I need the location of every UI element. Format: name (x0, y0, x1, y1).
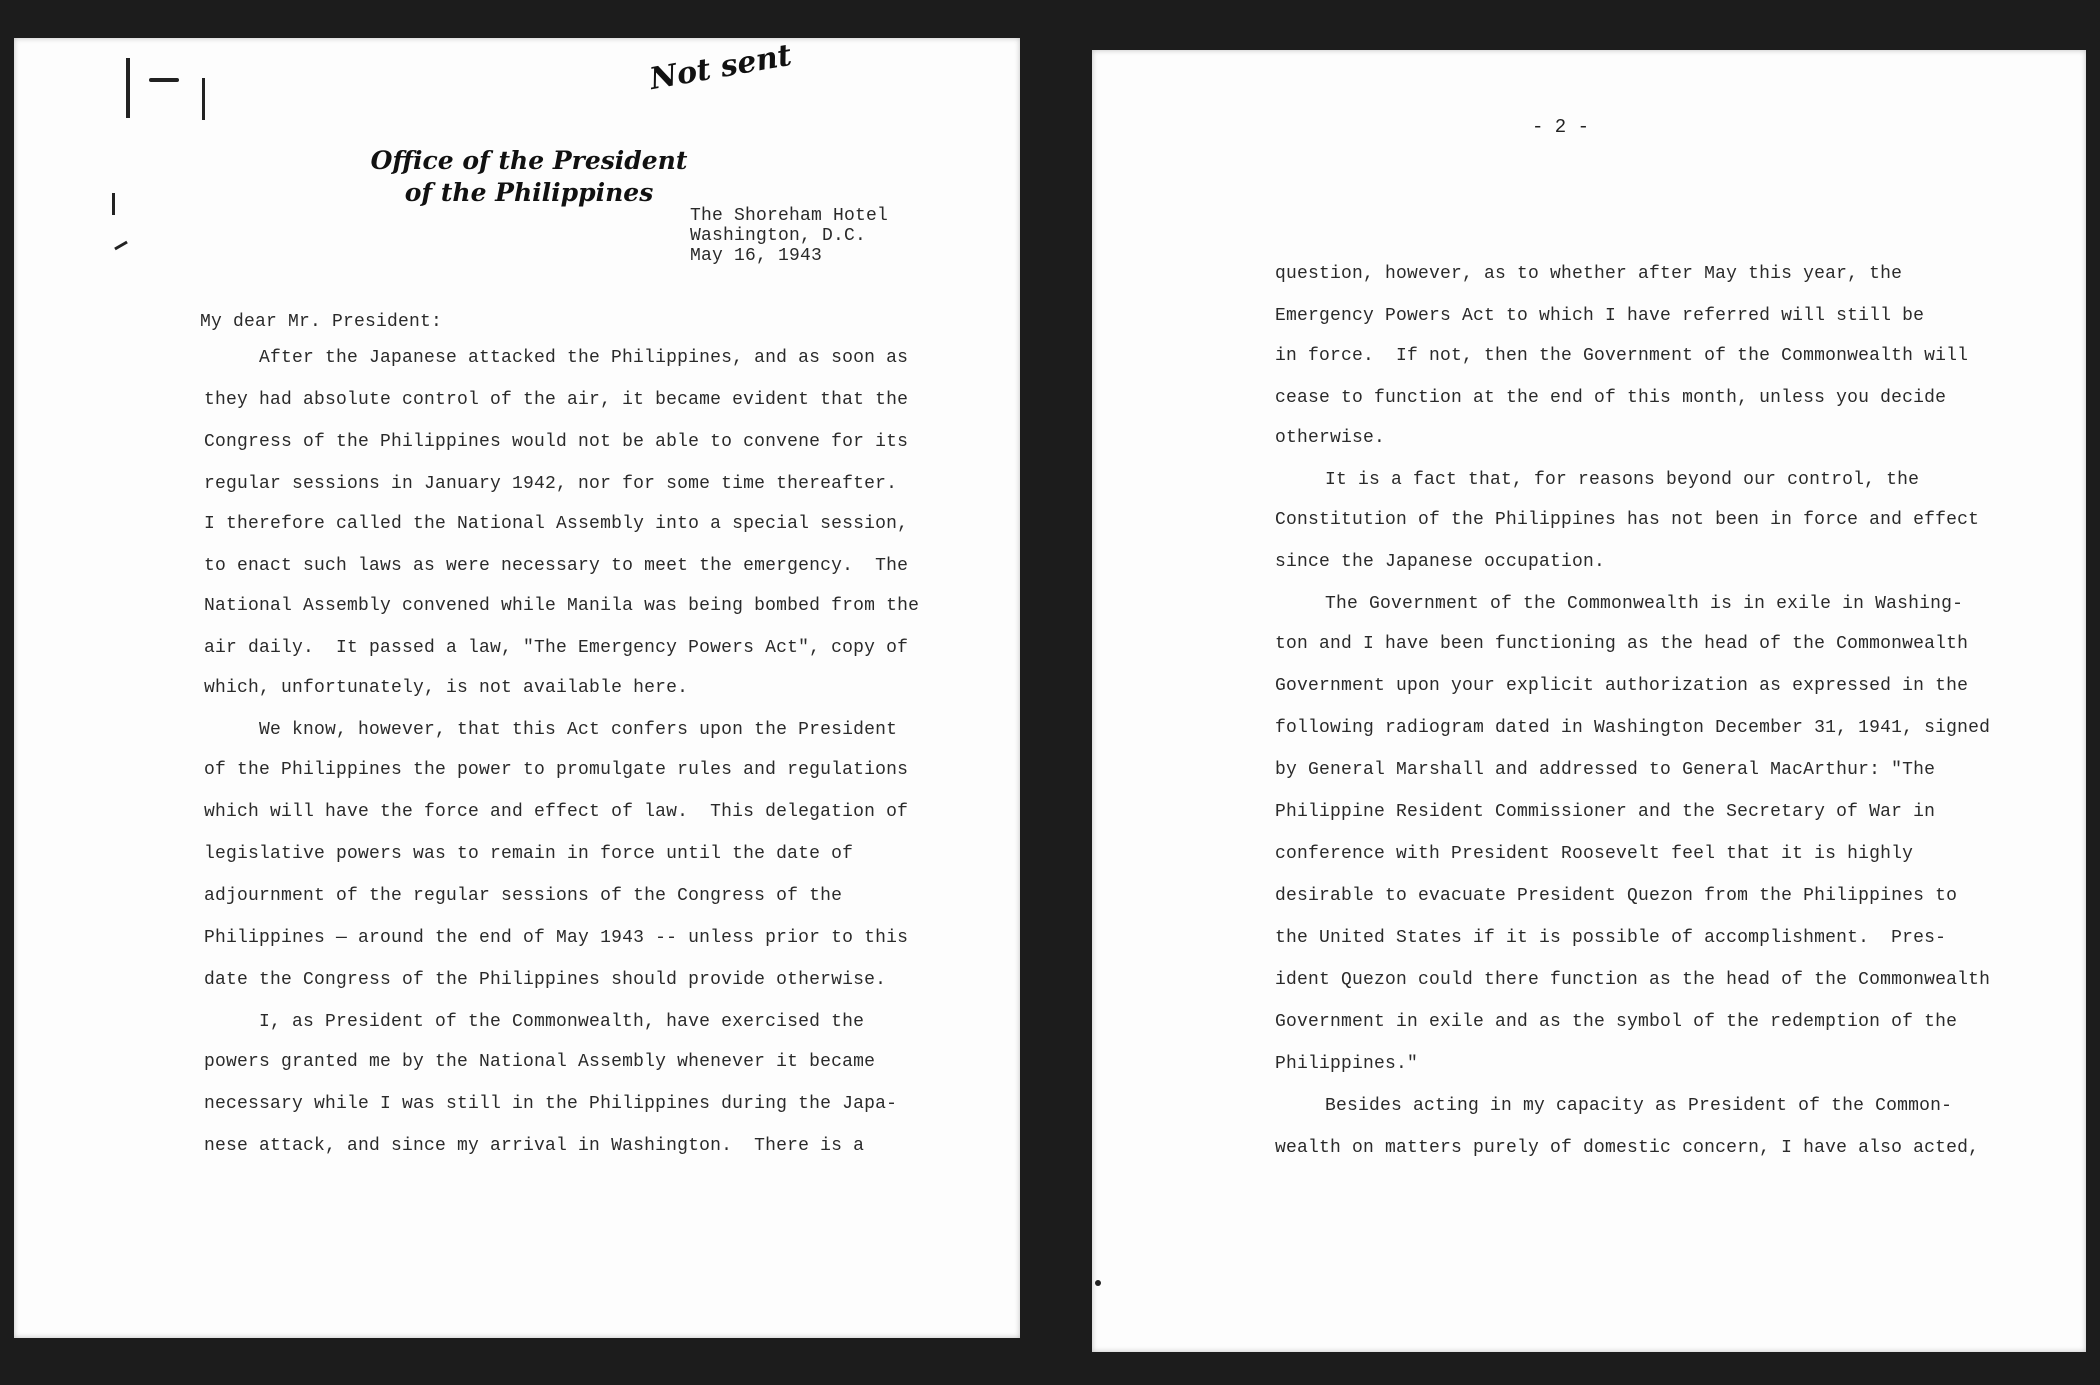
text-line: The Government of the Commonwealth is in exile in Washing- (1325, 594, 1964, 614)
address-line: Washington, D.C. (690, 226, 867, 246)
text-line: After the Japanese attacked the Philippines, and as soon as (259, 348, 909, 368)
letterhead-line-1: Office of the President (370, 146, 688, 175)
text-line: Government in exile and as the symbol of the redemption of the (1275, 1012, 1958, 1032)
letter-page-1 (14, 38, 1020, 1338)
text-line: which, unfortunately, is not available here. (204, 678, 689, 698)
text-line: Philippines — around the end of May 1943 -- unless prior to this (204, 928, 909, 948)
salutation: My dear Mr. President: (200, 312, 443, 332)
text-line: Philippines." (1275, 1054, 1419, 1074)
text-line: conference with President Roosevelt feel that it is highly (1275, 844, 1914, 864)
text-line: I, as President of the Commonwealth, have exercised the (259, 1012, 865, 1032)
text-line: Emergency Powers Act to which I have referred will still be (1275, 306, 1925, 326)
text-line: National Assembly convened while Manila was being bombed from the (204, 596, 920, 616)
handwritten-note: Not sent (647, 38, 795, 98)
text-line: otherwise. (1275, 428, 1386, 448)
text-line: by General Marshall and addressed to General MacArthur: "The (1275, 760, 1936, 780)
letterhead-line-2: of the Philippines (404, 178, 654, 207)
text-line: ident Quezon could there function as the head of the Commonwealth (1275, 970, 1991, 990)
scan-mark (202, 78, 205, 120)
text-line: since the Japanese occupation. (1275, 552, 1606, 572)
text-line: which will have the force and effect of law. This delegation of (204, 802, 909, 822)
text-line: Government upon your explicit authorization as expressed in the (1275, 676, 1969, 696)
text-line: to enact such laws as were necessary to meet the emergency. The (204, 556, 909, 576)
text-line: question, however, as to whether after May this year, the (1275, 264, 1903, 284)
text-line: Besides acting in my capacity as President of the Common- (1325, 1096, 1953, 1116)
text-line: Constitution of the Philippines has not been in force and effect (1275, 510, 1980, 530)
text-line: of the Philippines the power to promulgate rules and regulations (204, 760, 909, 780)
text-line: Philippine Resident Commissioner and the Secretary of War in (1275, 802, 1936, 822)
scan-mark (149, 78, 179, 82)
scan-mark (1095, 1280, 1101, 1286)
scan-mark (114, 241, 128, 251)
text-line: in force. If not, then the Government of the Commonwealth will (1275, 346, 1969, 366)
text-line: legislative powers was to remain in force until the date of (204, 844, 854, 864)
letter-page-2 (1092, 50, 2086, 1352)
text-line: powers granted me by the National Assembly whenever it became (204, 1052, 876, 1072)
address-line: The Shoreham Hotel (690, 206, 889, 226)
text-line: regular sessions in January 1942, nor for some time thereafter. (204, 474, 898, 494)
text-line: date the Congress of the Philippines should provide otherwise. (204, 970, 887, 990)
text-line: ton and I have been functioning as the head of the Commonwealth (1275, 634, 1969, 654)
page-number: - 2 - (1532, 116, 1590, 138)
text-line: adjournment of the regular sessions of the Congress of the (204, 886, 843, 906)
text-line: We know, however, that this Act confers upon the President (259, 720, 898, 740)
text-line: desirable to evacuate President Quezon from the Philippines to (1275, 886, 1958, 906)
address-line: May 16, 1943 (690, 246, 823, 266)
text-line: I therefore called the National Assembly into a special session, (204, 514, 909, 534)
text-line: the United States if it is possible of accomplishment. Pres- (1275, 928, 1947, 948)
text-line: nese attack, and since my arrival in Washington. There is a (204, 1136, 865, 1156)
scan-mark (126, 58, 130, 118)
scan-mark (112, 193, 115, 215)
text-line: following radiogram dated in Washington December 31, 1941, signed (1275, 718, 1991, 738)
text-line: wealth on matters purely of domestic concern, I have also acted, (1275, 1138, 1980, 1158)
text-line: necessary while I was still in the Philippines during the Japa- (204, 1094, 898, 1114)
text-line: air daily. It passed a law, "The Emergency Powers Act", copy of (204, 638, 909, 658)
text-line: cease to function at the end of this month, unless you decide (1275, 388, 1947, 408)
text-line: It is a fact that, for reasons beyond our control, the (1325, 470, 1920, 490)
text-line: Congress of the Philippines would not be able to convene for its (204, 432, 909, 452)
text-line: they had absolute control of the air, it became evident that the (204, 390, 909, 410)
